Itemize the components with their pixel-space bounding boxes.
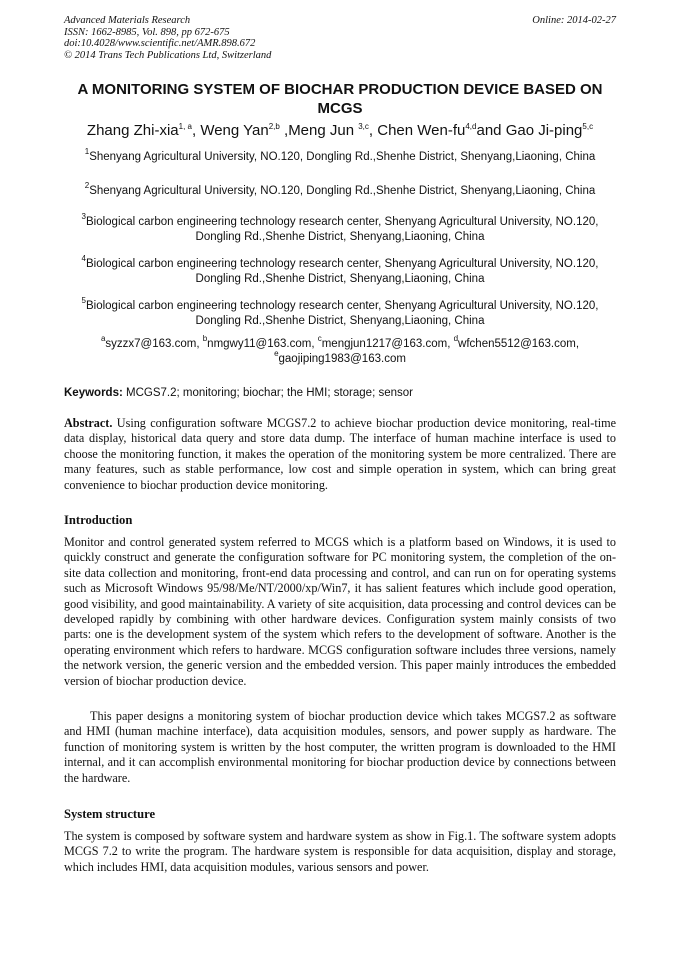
keywords-text: MCGS7.2; monitoring; biochar; the HMI; storage; sensor xyxy=(122,387,413,399)
author-list xyxy=(40,121,640,141)
copyright-line: © 2014 Trans Tech Publications Ltd, Switzerland xyxy=(64,49,272,61)
email-list xyxy=(64,334,616,366)
introduction-heading: Introduction xyxy=(64,513,133,527)
affiliation-sup: 3 xyxy=(81,212,86,221)
author-sup: 3,c xyxy=(358,122,369,131)
affiliation-5 xyxy=(64,296,616,328)
author-sup: 2,b xyxy=(268,122,280,131)
doi-line: doi:10.4028/www.scientific.net/AMR.898.672 xyxy=(64,38,256,49)
email-address: syzzx7@163.com, xyxy=(105,338,203,350)
affiliation-sup: 2 xyxy=(84,181,90,190)
journal-name: Advanced Materials Research xyxy=(64,15,191,26)
email-sup: a xyxy=(100,334,106,343)
email-sup: b xyxy=(202,334,208,343)
author-name: Chen Wen-fu xyxy=(377,122,466,139)
affiliation-1 xyxy=(64,147,616,165)
email-sup: e xyxy=(274,348,279,358)
email-sup: c xyxy=(317,334,322,343)
affiliation-3 xyxy=(64,212,616,244)
affiliation-sup: 5 xyxy=(81,296,86,305)
email-address: wfchen5512@163.com, xyxy=(458,338,580,350)
author-sup: 5,c xyxy=(582,122,594,131)
affiliation-4 xyxy=(64,254,616,286)
author-sep: , xyxy=(279,122,289,139)
affiliation-2 xyxy=(64,181,616,199)
affiliation-sup: 4 xyxy=(81,254,86,263)
keywords xyxy=(64,386,616,400)
system-structure-paragraph-1: The system is composed by software system and hardware system as show in Fig.1. The software system adopts MCGS 7.2 to write the program. The hardware system is responsible for data acquisition, display and storage, which includes HMI, data acquisition modules, various sensors and power. xyxy=(64,829,616,874)
author-sep: and xyxy=(476,122,506,139)
affiliation-text: Biological carbon engineering technology research center, Shenyang Agricultural University, NO.120, Dongling Rd.,Shenhe District, Shenyang,Liaoning, China xyxy=(85,258,599,285)
keywords-label: Keywords: xyxy=(64,387,123,399)
affiliation-sup: 1 xyxy=(84,147,90,156)
introduction-paragraph-1: Monitor and control generated system referred to MCGS which is a platform based on Windows, it is used to quickly construct and generate the configuration software for PC monitoring system, the completion of the on-site data collection and monitoring, front-end data processing and control, and can run on for operating systems such as Microsoft Windows 95/98/Me/NT/2000/xp/Win7, it has salient features which include good operation, good visibility, and good maintainability. A variety of site acquisition, data processing and control devices can be developed rapidly by combining with other hardware devices. Configuration system mainly consists of two parts: one is the development system of the system which refers to the development of software. Another is the operating environment which refers to hardware. MCGS configuration software includes three versions, namely the network version, the generic version and the embedded version. This paper mainly introduces the embedded version of biochar production device. xyxy=(64,535,616,688)
author-sup: 4,d xyxy=(465,122,477,131)
author-sup: 1, a xyxy=(178,122,192,131)
paper-title: A MONITORING SYSTEM OF BIOCHAR PRODUCTION DEVICE BASED ON MCGS xyxy=(77,81,603,117)
online-date: Online: 2014-02-27 xyxy=(532,15,616,26)
affiliation-text: Shenyang Agricultural University, NO.120, Dongling Rd.,Shenhe District, Shenyang,Liaoning, China xyxy=(89,151,596,163)
issn-line: ISSN: 1662-8985, Vol. 898, pp 672-675 xyxy=(64,26,230,38)
affiliation-text: Biological carbon engineering technology research center, Shenyang Agricultural University, NO.120, Dongling Rd.,Shenhe District, Shenyang,Liaoning, China xyxy=(85,216,599,243)
author-name: Zhang Zhi-xia xyxy=(86,122,179,139)
journal-header xyxy=(64,15,616,61)
author-name: Meng Jun xyxy=(288,122,359,139)
introduction-paragraph-2: This paper designs a monitoring system of biochar production device which takes MCGS7.2 as software and HMI (human machine interface), data acquisition modules, sensors, and power supply as hardware. The function of monitoring system is written by the host computer, the written program is downloaded to the HMI internal, and it can accomplish environmental monitoring for biochar production device by connections between the hardware. xyxy=(64,709,616,785)
abstract xyxy=(64,416,616,493)
abstract-text: Using configuration software MCGS7.2 to achieve biochar production device monitoring, real-time data display, historical data query and store data dump. The interface of human machine interface is used to choose the monitoring function, it makes the operation of the monitoring system be more centralized. There are many features, such as stable performance, low cost and simple operation in system, which can bring great convenience to biochar production device monitoring. xyxy=(64,416,616,492)
email-address: mengjun1217@163.com, xyxy=(321,338,454,350)
email-sup: d xyxy=(453,334,459,343)
abstract-label: Abstract. xyxy=(64,416,113,430)
author-sep: , xyxy=(191,122,201,139)
affiliation-text: Biological carbon engineering technology research center, Shenyang Agricultural University, NO.120, Dongling Rd.,Shenhe District, Shenyang,Liaoning, China xyxy=(85,300,599,327)
affiliation-text: Shenyang Agricultural University, NO.120, Dongling Rd.,Shenhe District, Shenyang,Liaoning, China xyxy=(89,185,596,197)
author-name: Weng Yan xyxy=(200,122,269,139)
system-structure-heading: System structure xyxy=(64,807,156,821)
email-address: nmgwy11@163.com, xyxy=(207,338,318,350)
author-name: Gao Ji-ping xyxy=(505,122,583,139)
email-address: gaojiping1983@163.com xyxy=(278,352,406,365)
author-sep: , xyxy=(368,122,378,139)
